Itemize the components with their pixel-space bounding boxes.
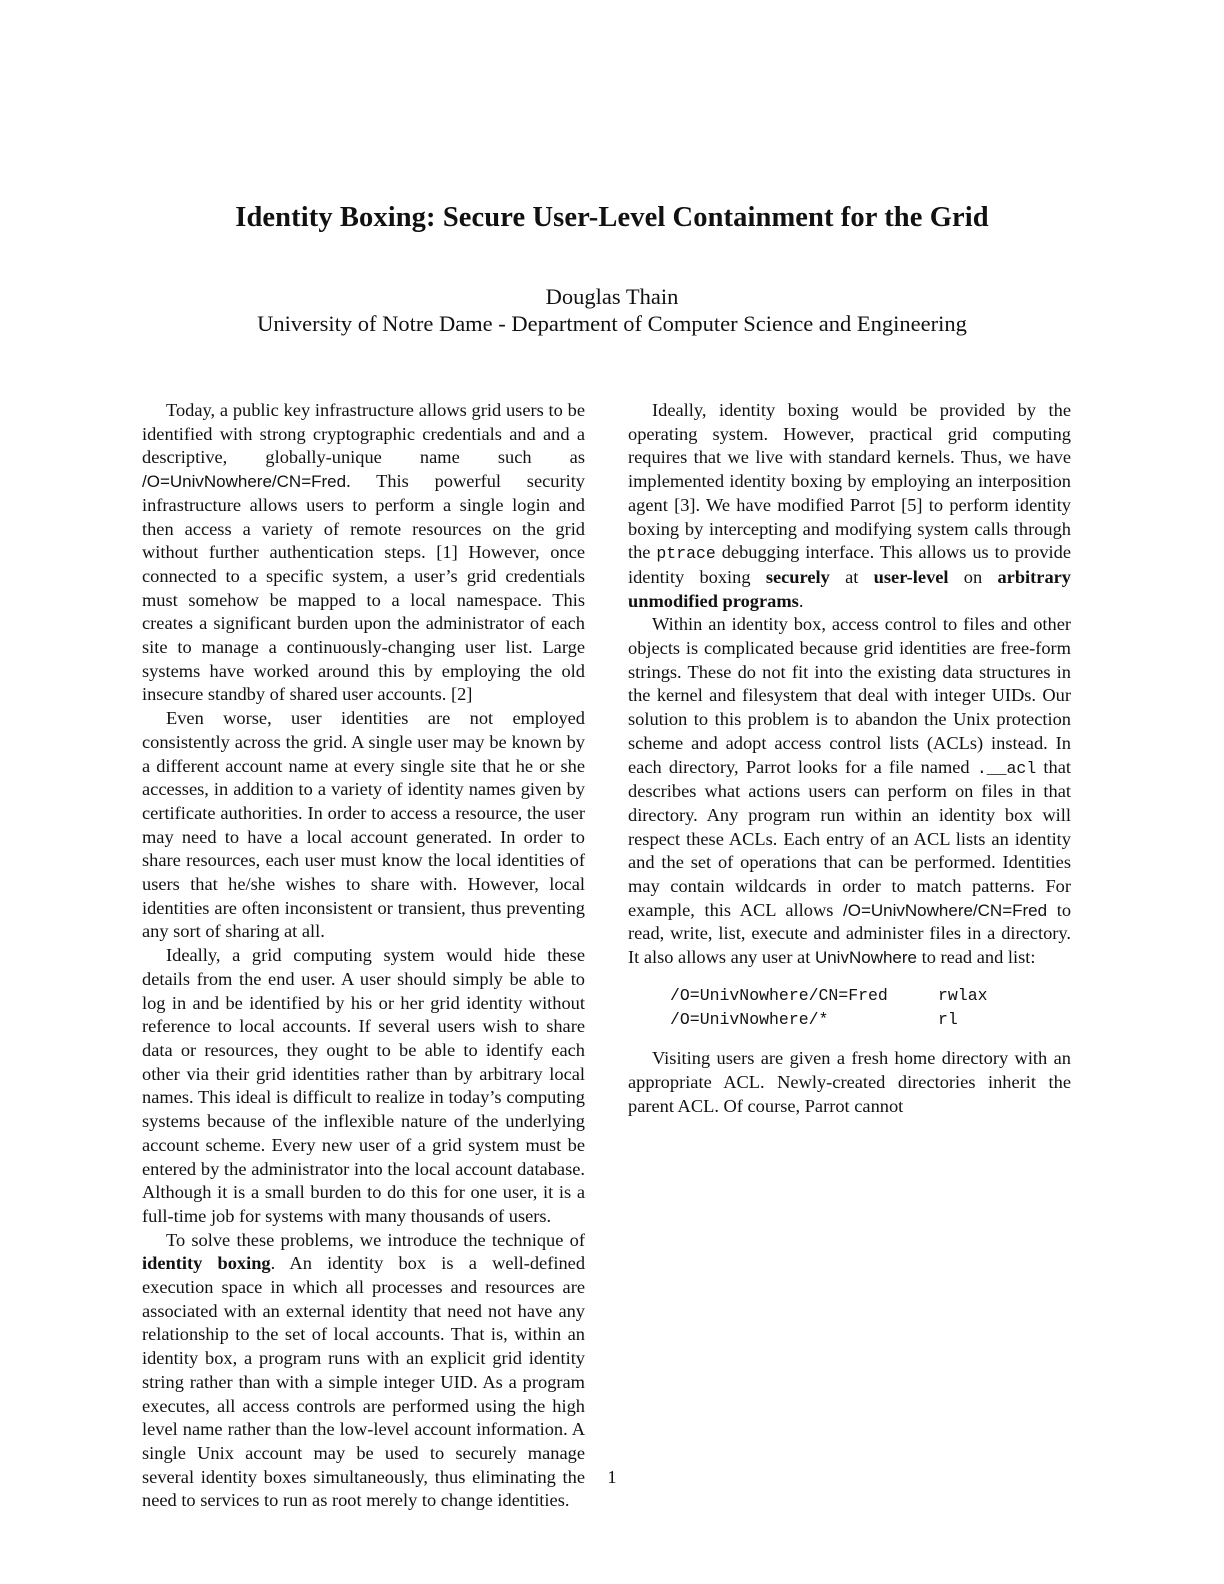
acl-identity: /O=UnivNowhere/CN=Fred [670,985,888,1005]
author-affiliation: University of Notre Dame - Department of Computer Science and Engineering [257,311,967,336]
page-number: 1 [607,1467,617,1487]
code-ptrace: ptrace [656,544,716,564]
paragraph-6: Within an identity box, access control to files and other objects is complicated because grid identities are free-form strings. These do not fit into the existing data structures in the kernel and filesystem that deal with integer UIDs. Our solution to this problem is to abandon the Unix protection scheme and adopt access control lists (ACLs) instead. In each directory, Parrot looks for a file named .__acl that describes what actions users can perform on files in that directory. Any program run within an identity box will respect these ACLs. Each entry of an ACL lists an identity and the set of operations that can be performed. Identities may contain wildcards in order to match patterns. For example, this ACL allows /O=UnivNowhere/CN=Fred to read, write, list, execute and administer files in a directory. It also allows any user at UnivNowhere to read and list: [628,614,1072,968]
acl-identity: /O=UnivNowhere/* [670,1009,829,1029]
acl-entry [670,1008,1071,1032]
paragraph-4: To solve these problems, we introduce the technique of identity boxing. An identity box is a well-defined execution space in which all processes and resources are associated with an external identity that need not have any relationship to the set of local accounts. That is, within an identity box, a program runs with an explicit grid identity string rather than with a simple integer UID. As a program executes, all access controls are performed using the high level name rather than the low-level account information. A single Unix account may be used to securely manage several identity boxes simultaneously, thus eliminating the need to services to run as root merely to change identities. [142,1229,586,1511]
org-name: UnivNowhere [814,948,917,968]
term-identity-boxing: identity boxing [142,1253,271,1274]
paragraph-2: Even worse, user identities are not employed consistently across the grid. A single user may be known by a different account name at every single site that he or she accesses, in addition to a variety of identity names given by certificate authorities. In order to access a resource, the user may need to have a local account generated. In order to share resources, each user must know the local identities of users that he/she wishes to share with. However, local identities are often inconsistent or transient, thus preventing any sort of sharing at all. [142,708,585,942]
paper-title: Identity Boxing: Secure User-Level Containment for the Grid [235,202,989,233]
acl-entry [670,984,1071,1008]
code-acl-file: .__acl [976,758,1037,778]
grid-identity-name: /O=UnivNowhere/CN=Fred [142,472,347,492]
acl-example [670,984,1071,1031]
right-column [628,399,1071,1118]
acl-rights: rwlax [938,985,988,1005]
paragraph-1: Today, a public key infrastructure allows grid users to be identified with strong cryptographic credentials and and a descriptive, globally-unique name such as /O=UnivNowhere/CN=Fred. This powerful security infrastructure allows users to perform a single login and then access a variety of remote resources on the grid without further authentication steps. [1] However, once connected to a specific system, a user’s grid credentials must somehow be mapped to a local namespace. This creates a significant burden upon the administrator of each site to manage a continuously-changing user list. Large systems have worked around this by employing the old insecure standby of shared user accounts. [2] [142,400,585,705]
author-name: Douglas Thain [545,284,679,309]
acl-rights: rl [938,1009,958,1029]
paragraph-5: Ideally, identity boxing would be provided by the operating system. However, practical grid computing requires that we live with standard kernels. Thus, we have implemented identity boxing by employing an interposition agent [3]. We have modified Parrot [5] to perform identity boxing by intercepting and modifying system calls through the ptrace debugging interface. This allows us to provide identity boxing securely at user-level on arbitrary unmodified programs. [628,400,1072,611]
paragraph-7: Visiting users are given a fresh home directory with an appropriate ACL. Newly-created directories inherit the parent ACL. Of course, Parrot cannot [628,1048,1071,1116]
grid-identity-name: /O=UnivNowhere/CN=Fred [843,900,1048,920]
left-column [142,399,585,1513]
paragraph-3: Ideally, a grid computing system would hide these details from the end user. A user should simply be able to log in and be identified by his or her grid identity without reference to local accounts. If several users wish to share data or resources, they ought to be able to identify each other via their grid identities rather than by arbitrary local names. This ideal is difficult to realize in today’s computing systems because of the inflexible nature of the underlying account scheme. Every new user of a grid system must be entered by the administrator into the local account database. Although it is a small burden to do this for one user, it is a full-time job for systems with many thousands of users. [142,945,585,1226]
